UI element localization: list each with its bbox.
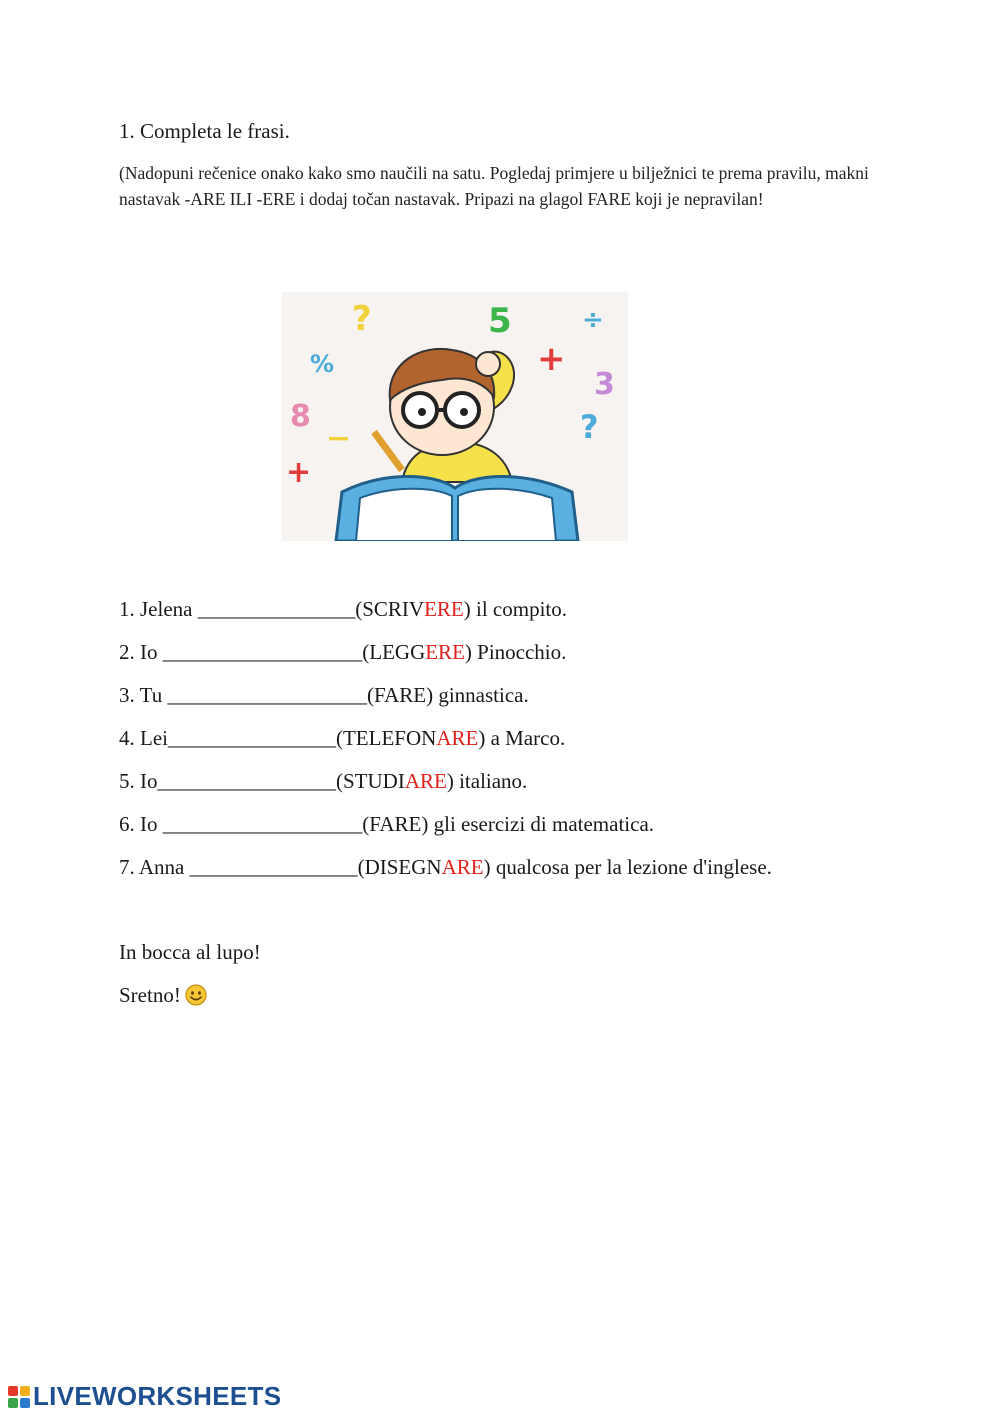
plus-symbol-small: + xyxy=(286,455,312,490)
verb-close: ) xyxy=(446,769,454,793)
sentence-rest: ginnastica. xyxy=(433,683,529,707)
percent-symbol: % xyxy=(310,350,335,378)
verb-ending: ARE xyxy=(441,855,484,879)
sentence-prefix: 7. Anna xyxy=(119,855,190,879)
closing-line-2: Sretno! xyxy=(119,983,181,1007)
verb-stem: (SCRIV xyxy=(355,597,425,621)
smiley-icon xyxy=(185,984,207,1006)
answer-blank[interactable]: ___________________ xyxy=(167,683,367,707)
sentence-prefix: 4. Lei xyxy=(119,726,168,750)
verb-close: ) xyxy=(463,597,471,621)
sentence-line xyxy=(119,721,772,764)
sentence-rest: Pinocchio. xyxy=(471,640,567,664)
question-mark-symbol: ? xyxy=(352,299,372,339)
verb-ending: ERE xyxy=(425,640,465,664)
sentence-line xyxy=(119,592,772,635)
three-symbol: 3 xyxy=(594,367,615,402)
verb-close: ) xyxy=(421,812,429,836)
sentence-line xyxy=(119,764,772,807)
verb-ending: ARE xyxy=(404,769,447,793)
divide-symbol: ÷ xyxy=(582,305,604,335)
answer-blank[interactable]: ___________________ xyxy=(162,640,363,664)
sentence-rest: gli esercizi di matematica. xyxy=(428,812,655,836)
minus-symbol: − xyxy=(326,421,352,456)
sentence-line xyxy=(119,678,772,721)
sentence-prefix: 2. Io xyxy=(119,640,163,664)
verb-close: ) xyxy=(464,640,472,664)
verb-stem: (LEGG xyxy=(362,640,426,664)
exercise-heading: 1. Completa le frasi. xyxy=(119,119,290,143)
verb-stem: (FARE xyxy=(366,683,427,707)
liveworksheets-icon xyxy=(8,1386,30,1408)
verb-stem: (DISEGN xyxy=(357,855,442,879)
answer-blank[interactable]: _________________ xyxy=(157,769,336,793)
sentence-prefix: 5. Io xyxy=(119,769,158,793)
sentence-rest: il compito. xyxy=(470,597,568,621)
closing-line-1: In bocca al lupo! xyxy=(119,940,261,964)
verb-stem: (STUDI xyxy=(336,769,405,793)
exercise-sentences xyxy=(119,592,772,893)
sentence-prefix: 1. Jelena xyxy=(119,597,198,621)
sentence-rest: qualcosa per la lezione d'inglese. xyxy=(490,855,772,879)
five-symbol: 5 xyxy=(488,301,512,341)
answer-blank[interactable]: ___________________ xyxy=(162,812,363,836)
sentence-rest: a Marco. xyxy=(485,726,566,750)
sentence-rest: italiano. xyxy=(453,769,528,793)
liveworksheets-logo-text: LIVEWORKSHEETS xyxy=(33,1381,282,1411)
verb-stem: (FARE xyxy=(362,812,422,836)
closing-line-2-wrapper xyxy=(119,978,261,1021)
sentence-line xyxy=(119,635,772,678)
sentence-prefix: 6. Io xyxy=(119,812,163,836)
verb-stem: (TELEFON xyxy=(335,726,437,750)
answer-blank[interactable]: ________________ xyxy=(189,855,358,879)
verb-close: ) xyxy=(426,683,434,707)
closing-block xyxy=(119,935,261,1021)
verb-ending: ERE xyxy=(424,597,464,621)
instructions-text: (Nadopuni rečenice onako kako smo naučili na satu. Pogledaj primjere u bilježnici te prema pravilu, makni nastavak -ARE ILI -ERE i dodaj točan nastavak. Pripazi na glagol FARE koji je nepravilan! xyxy=(119,163,869,209)
answer-blank[interactable]: _______________ xyxy=(197,597,356,621)
verb-close: ) xyxy=(483,855,491,879)
eight-symbol: 8 xyxy=(290,399,311,434)
sentence-line xyxy=(119,807,772,850)
plus-symbol: + xyxy=(537,339,566,379)
sentence-prefix: 3. Tu xyxy=(119,683,168,707)
verb-ending: ARE xyxy=(436,726,479,750)
liveworksheets-footer[interactable] xyxy=(8,1381,281,1412)
sentence-line xyxy=(119,850,772,893)
verb-close: ) xyxy=(478,726,486,750)
student-reading-illustration xyxy=(282,292,628,541)
answer-blank[interactable]: ________________ xyxy=(167,726,336,750)
question-mark-symbol-blue: ? xyxy=(580,408,599,446)
